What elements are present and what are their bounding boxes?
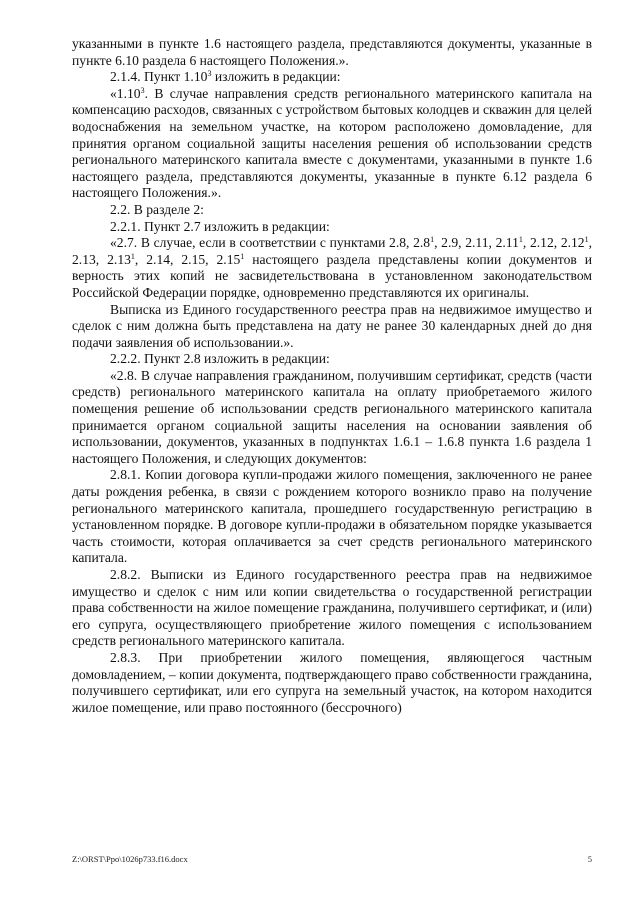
paragraph (72, 351, 592, 368)
paragraph-text: 2.2.1. Пункт 2.7 изложить в редакции: (110, 218, 330, 234)
paragraph (72, 235, 592, 301)
superscript: 1 (240, 251, 245, 261)
superscript: 3 (207, 69, 212, 79)
superscript: 1 (584, 235, 589, 245)
paragraph-text: 2.2. В разделе 2: (110, 201, 204, 217)
paragraph-text: , 2.14, 2.15, 2.15 (134, 251, 241, 267)
paragraph (72, 302, 592, 352)
paragraph (72, 202, 592, 219)
paragraph-text: «2.8. В случае направления гражданином, получившим сертификат, средств (части средств) регионального материнского капитала на оплату приобретаемого жилого помещения решение об использовании средств регионального материнского капитала принимается органом социальной защиты населения на основании заявления об использовании, документов, указанных в подпунктах 1.6.1 – 1.6.8 пункта 1.6 раздела 1 настоящего Положения, и следующих документов: (72, 367, 592, 466)
superscript: 1 (130, 251, 135, 261)
paragraph-text: , 2.9, 2.11, 2.11 (434, 235, 519, 251)
paragraph (72, 368, 592, 468)
paragraph-text: настоящего раздела представлены копии документов и верность этих копий не засвидетельствована в установленном законодательством Российской Федерации порядке, одновременно представляются их оригиналы. (72, 251, 592, 300)
paragraph-text: , 2.13, 2.13 (72, 235, 593, 267)
paragraph-text: 2.8.1. Копии договора купли-продажи жилого помещения, заключенного не ранее даты рождения ребенка, в связи с рождением которого возникло право на получение регионального материнского капитала, прошедшего государственную регистрацию в установленном порядке. В договоре купли-продажи в обязательном порядке указывается часть стоимости, которая оплачивается за счет средств регионального материнского капитала. (72, 467, 592, 566)
file-path: Z:\ORST\Ppo\1026p733.f16.docx (72, 854, 188, 864)
paragraph-text: 2.1.4. Пункт 1.10 (110, 69, 208, 85)
paragraph-text: 2.8.3. При приобретении жилого помещения, являющегося частным домовладением, – копии документа, подтверждающего право собственности гражданина, получившего сертификат, или его супруга на земельный участок, на котором находится жилое помещение, или право постоянного (бессрочного) (72, 649, 592, 715)
superscript: 1 (518, 235, 523, 245)
paragraph-text: изложить в редакции: (211, 69, 341, 85)
paragraph (72, 69, 592, 86)
document-body (72, 36, 592, 716)
paragraph-text: . В случае направления средств регионального материнского капитала на компенсацию расходов, связанных с устройством бытовых колодцев и скважин для целей водоснабжения на земельном участке, на котором расположено домовладение, для принятия органом социальной защиты населения решения об использовании средств регионального материнского капитала вместе с документами, указанными в пункте 1.6 настоящего раздела, представляются документы, указанные в пункте 6.12 раздела 6 настоящего Положения.». (72, 85, 592, 201)
paragraph-text: «2.7. В случае, если в соответствии с пунктами 2.8, 2.8 (110, 235, 431, 251)
paragraph-text: , 2.12, 2.12 (522, 235, 585, 251)
paragraph-text: указанными в пункте 1.6 настоящего раздела, представляются документы, указанные в пункте 6.10 раздела 6 настоящего Положения.». (72, 36, 592, 68)
paragraph-text: «1.10 (110, 85, 141, 101)
paragraph-text: 2.8.2. Выписки из Единого государственного реестра прав на недвижимое имущество и сделок с ним или копии свидетельства о государственной регистрации права собственности на жилое помещение гражданина, получившего сертификат, и (или) его супруга, осуществляющего приобретение жилого помещения с использованием средств регионального материнского капитала. (72, 567, 592, 649)
superscript: 1 (430, 235, 435, 245)
paragraph-text: Выписка из Единого государственного реестра прав на недвижимое имущество и сделок с ним должна быть представлена на дату не ранее 30 календарных дней до дня подачи заявления об использовании.». (72, 301, 592, 350)
paragraph (72, 36, 592, 69)
paragraph (72, 567, 592, 650)
paragraph (72, 650, 592, 716)
page-number: 5 (587, 854, 592, 864)
paragraph (72, 86, 592, 202)
paragraph (72, 467, 592, 567)
paragraph-text: 2.2.2. Пункт 2.8 изложить в редакции: (110, 351, 330, 367)
superscript: 3 (140, 85, 145, 95)
paragraph (72, 219, 592, 236)
